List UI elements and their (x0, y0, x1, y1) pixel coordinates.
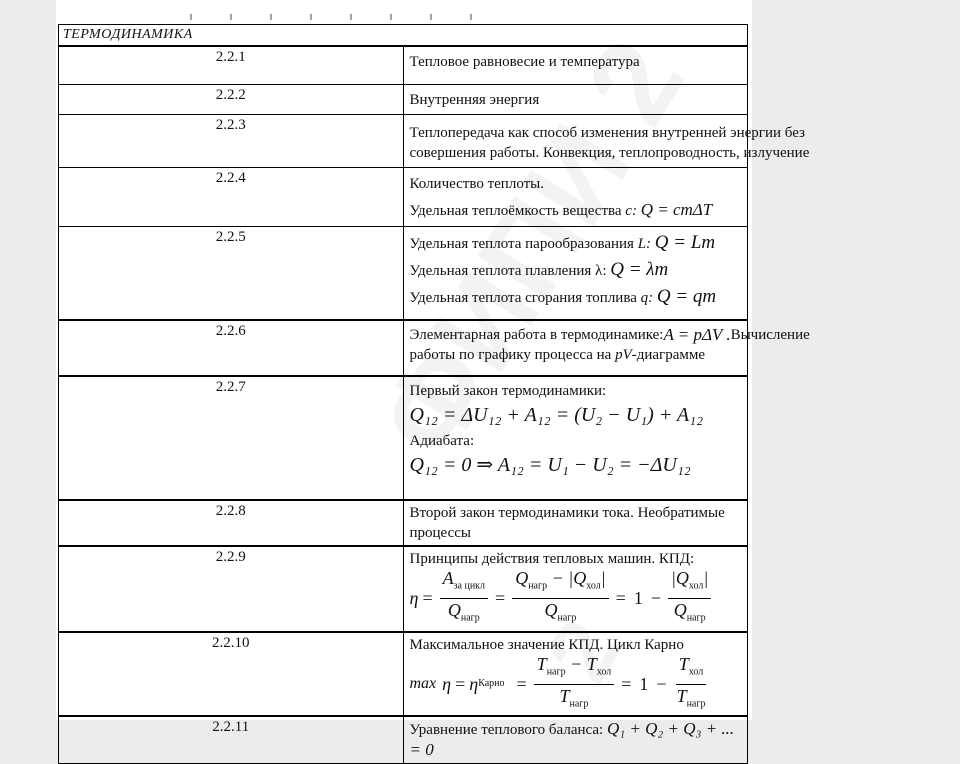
number: 1 (639, 674, 649, 694)
symbol: T (678, 653, 689, 674)
subscript: нагр (528, 580, 548, 592)
table-row (59, 168, 748, 227)
label: max (409, 675, 437, 692)
subscript: нагр (546, 666, 566, 678)
subscript: хол (688, 666, 704, 678)
operator: = (516, 674, 527, 694)
subscript: нагр (569, 698, 589, 710)
row-code: 2.2.4 (59, 168, 404, 227)
row-text-line (410, 200, 742, 221)
fraction (668, 567, 711, 629)
row-text-line (410, 345, 742, 365)
row-code: 2.2.9 (59, 546, 404, 632)
table-row (59, 500, 748, 546)
operator: − (551, 567, 564, 588)
symbol: T (559, 685, 570, 706)
row-code: 2.2.5 (59, 227, 404, 321)
operator: = (621, 674, 632, 694)
formula: Q = qm (656, 286, 717, 307)
symbol: Q (544, 599, 558, 620)
row-code: 2.2.3 (59, 115, 404, 168)
table-row (59, 376, 748, 500)
operator: − (650, 588, 661, 608)
operator: = (422, 588, 433, 608)
row-text-line: Принципы действия тепловых машин. КПД: (409, 551, 695, 567)
row-text-line: совершения работы. Конвекция, теплопроводность, излучение (409, 145, 810, 161)
subscript: нагр (686, 612, 706, 624)
row-text-line (410, 260, 742, 281)
symbol: | (600, 567, 606, 588)
row-text-line: Теплопередача как способ изменения внутренней энергии без (409, 125, 805, 141)
operator: = (615, 588, 626, 608)
efficiency-formula (410, 569, 742, 627)
row-text-line (410, 233, 742, 254)
formula: Q = λm (610, 259, 669, 280)
formula: A = pΔV . (663, 325, 731, 344)
table-row (59, 85, 748, 115)
symbol: T (536, 653, 547, 674)
symbol: T (676, 685, 687, 706)
row-text-line: Первый закон термодинамики: (409, 383, 607, 399)
row-code: 2.2.1 (59, 46, 404, 85)
formula: Q = Lm (654, 232, 716, 253)
symbol: Q (673, 599, 687, 620)
symbol: pV (615, 347, 632, 363)
operator: − (570, 653, 583, 674)
label: Удельная теплоёмкость вещества (409, 203, 626, 219)
symbol: q: (640, 290, 654, 306)
table-row (59, 320, 748, 376)
operator: − (656, 674, 667, 694)
table-row (59, 716, 748, 764)
subscript: нагр (460, 612, 480, 624)
operator: = (455, 674, 466, 694)
label: -диаграмме (631, 347, 705, 363)
symbol: η (409, 588, 419, 608)
row-text-line (409, 325, 810, 345)
scan-artifact (190, 14, 490, 20)
subscript: нагр (686, 698, 706, 710)
fraction (534, 653, 615, 715)
row-code: 2.2.6 (59, 320, 404, 376)
label: Элементарная работа в термодинамике: (409, 327, 664, 343)
row-code: 2.2.7 (59, 376, 404, 500)
thermodynamics-table (58, 24, 810, 764)
symbol: c: (625, 203, 637, 219)
subscript: за цикл (453, 580, 486, 592)
row-code: 2.2.10 (59, 632, 404, 716)
row-text (403, 632, 748, 716)
symbol: Q (447, 599, 461, 620)
label: Удельная теплота плавления λ: (409, 263, 607, 279)
subscript: хол (586, 580, 601, 592)
operator: = (495, 588, 506, 608)
table-row (59, 115, 748, 168)
subscript: хол (596, 666, 612, 678)
row-text-line (410, 287, 742, 308)
label: Удельная теплота парообразования (409, 236, 638, 252)
row-text (403, 320, 810, 376)
row-text-line: Количество теплоты. (409, 176, 545, 192)
subscript: Карно (478, 678, 505, 689)
fraction (674, 653, 709, 715)
table-row (59, 227, 748, 321)
table-row (59, 632, 748, 716)
symbol: |Q (670, 567, 689, 588)
symbol: L: (637, 236, 652, 252)
row-text (403, 115, 810, 168)
formula: Q₁₂ = ΔU₁₂ + A₁₂ = (U₂ − U₁) + A₁₂ (409, 404, 704, 426)
subscript: хол (688, 580, 704, 592)
formula: Q = cmΔT (640, 200, 713, 219)
row-text (403, 546, 748, 632)
row-text (403, 716, 748, 764)
symbol: T (586, 653, 597, 674)
row-code: 2.2.2 (59, 85, 404, 115)
section-header-row (59, 25, 748, 47)
symbol: Q (515, 567, 529, 588)
symbol: η (442, 674, 452, 694)
row-text: Внутренняя энергия (403, 85, 748, 115)
row-text-line: Максимальное значение КПД. Цикл Карно (409, 637, 684, 653)
row-text: Второй закон термодинамики тока. Необратимые процессы (403, 500, 748, 546)
table-row (59, 46, 748, 85)
carnot-formula (410, 655, 742, 713)
formula: Q₁₂ = 0 ⇒ A₁₂ = U₁ − U₂ = −ΔU₁₂ (409, 454, 691, 476)
label: Удельная теплота сгорания топлива (409, 290, 641, 306)
formula: Q₁ + Q₂ + Q₃ + ... = 0 (409, 719, 735, 759)
symbol: A (442, 567, 454, 588)
row-text-line: Адиабата: (409, 433, 475, 449)
symbol: | (703, 567, 709, 588)
label: работы по графику процесса на (409, 347, 616, 363)
label: Вычисление (730, 327, 810, 343)
row-text (403, 376, 748, 500)
row-text (403, 227, 748, 321)
number: 1 (633, 588, 643, 608)
table-row (59, 546, 748, 632)
row-text (403, 168, 748, 227)
row-code: 2.2.8 (59, 500, 404, 546)
symbol: |Q (568, 567, 587, 588)
section-title: ТЕРМОДИНАМИКА (59, 25, 748, 47)
label: Уравнение теплового баланса: (409, 722, 607, 738)
row-code: 2.2.11 (59, 716, 404, 764)
subscript: нагр (557, 612, 577, 624)
symbol: η (469, 674, 479, 694)
fraction (440, 567, 488, 629)
row-text: Тепловое равновесие и температура (403, 46, 748, 85)
fraction (512, 567, 608, 629)
